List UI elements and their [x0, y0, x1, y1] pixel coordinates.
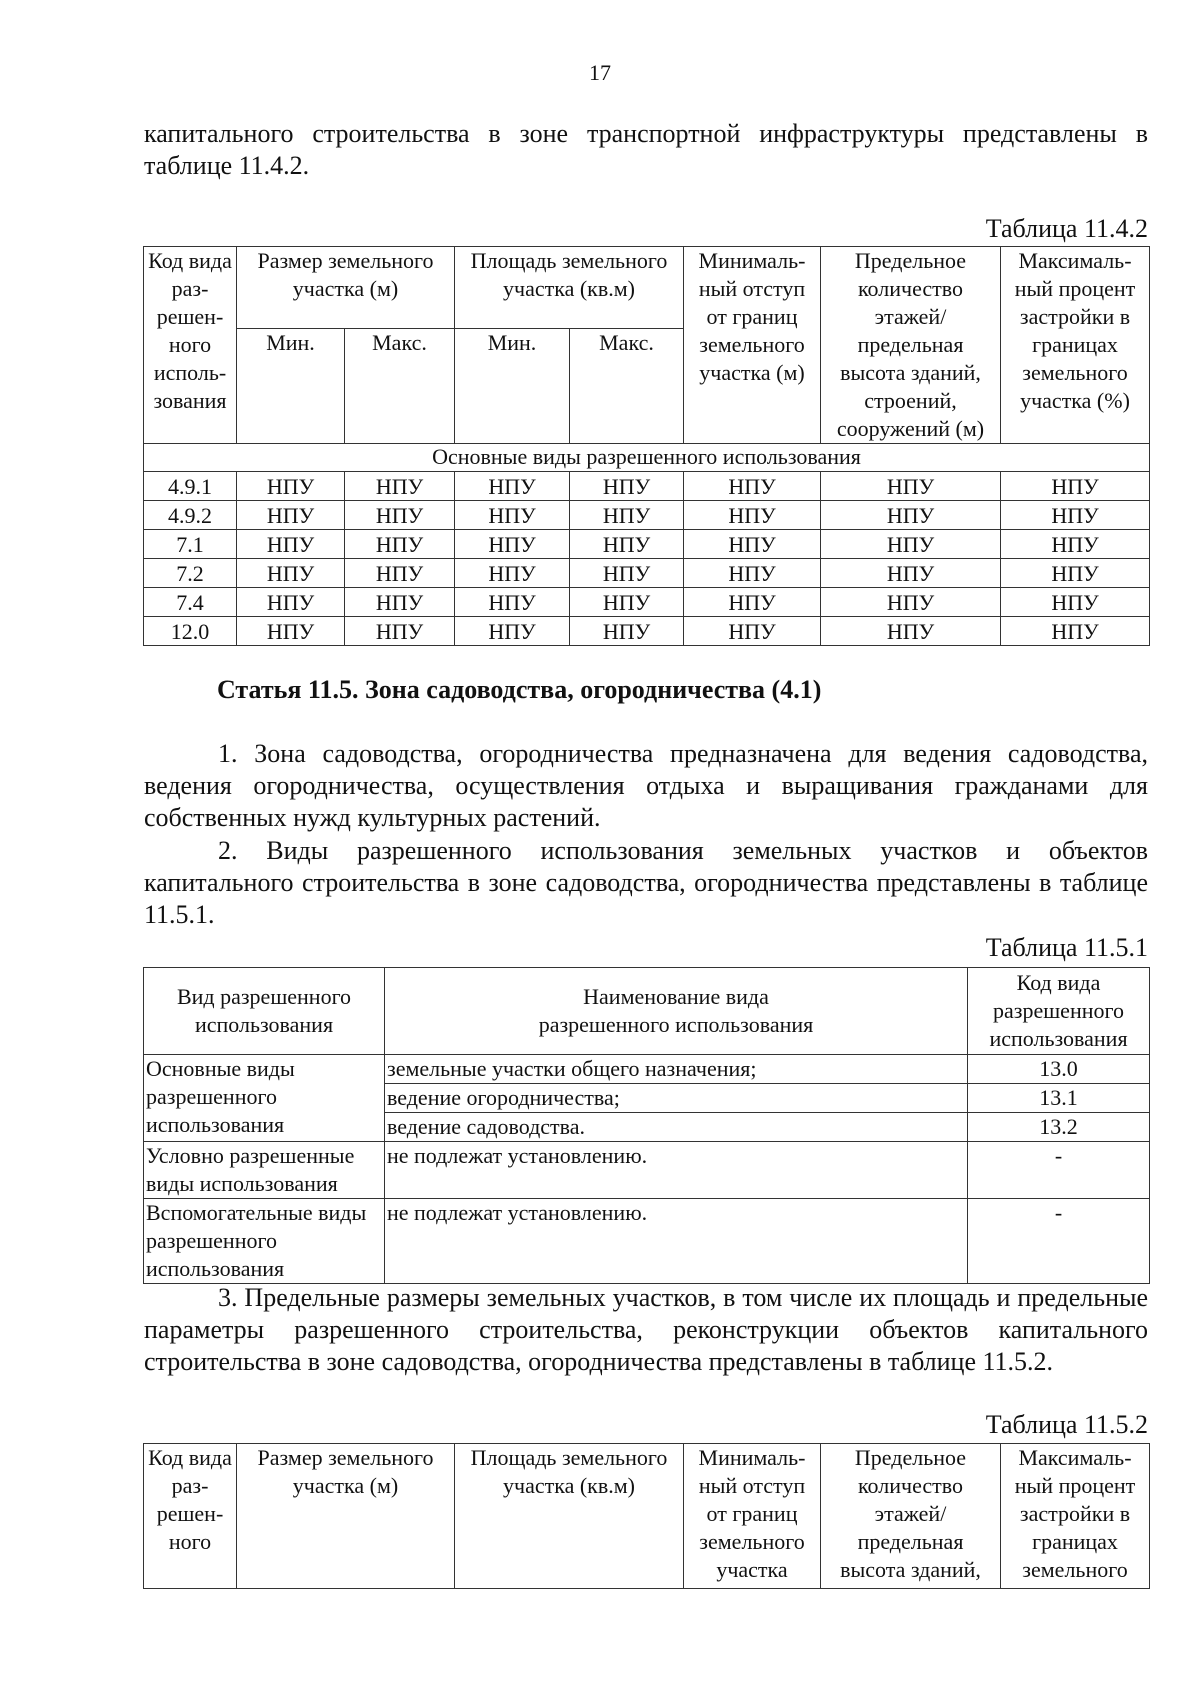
cell: НПУ — [570, 617, 684, 646]
cell: НПУ — [684, 617, 821, 646]
cell: НПУ — [684, 588, 821, 617]
cell: НПУ — [684, 530, 821, 559]
table-row — [144, 501, 1150, 530]
item-name: ведение огородничества; — [385, 1084, 968, 1113]
cell: НПУ — [684, 472, 821, 501]
cell: НПУ — [684, 559, 821, 588]
cell: НПУ — [345, 472, 455, 501]
cell: НПУ — [455, 588, 570, 617]
table-row — [144, 1142, 1150, 1199]
table-caption-11-5-2: Таблица 11.5.2 — [985, 1410, 1148, 1439]
item-code: 13.2 — [968, 1113, 1150, 1142]
paragraph-3: 3. Предельные размеры земельных участков, в том числе их площадь и предельные параметры разрешенного строительства, реконструкции объектов капитального строительства в зоне садоводства, огородничества представлены в таблице 11.5.2. — [144, 1283, 1148, 1376]
cell: НПУ — [345, 501, 455, 530]
item-code: 13.0 — [968, 1055, 1150, 1084]
table-row — [144, 617, 1150, 646]
group-label-auxiliary: Вспомогательные виды разрешенного использования — [144, 1199, 385, 1284]
header-area-min: Мин. — [455, 328, 570, 443]
cell-code: 4.9.1 — [144, 472, 237, 501]
table-row — [144, 530, 1150, 559]
cell: НПУ — [1001, 588, 1150, 617]
cell: НПУ — [821, 559, 1001, 588]
cell: НПУ — [821, 588, 1001, 617]
article-heading: Статья 11.5. Зона садоводства, огородничества (4.1) — [217, 675, 822, 704]
cell-code: 12.0 — [144, 617, 237, 646]
cell: НПУ — [1001, 617, 1150, 646]
table-caption-11-4-2: Таблица 11.4.2 — [985, 214, 1148, 243]
table-row — [144, 472, 1150, 501]
cell: НПУ — [821, 530, 1001, 559]
header-setback: Минималь-ный отступ от границ земельного участка (м) — [684, 247, 821, 444]
item-name: земельные участки общего назначения; — [385, 1055, 968, 1084]
header-coverage: Максималь-ный процент застройки в границах земельного — [1001, 1444, 1150, 1589]
paragraph-2: 2. Виды разрешенного использования земельных участков и объектов капитального строительства в зоне садоводства, огородничества представлены в таблице 11.5.1. — [144, 836, 1148, 929]
header-size: Размер земельного участка (м) — [237, 1444, 455, 1589]
table-11-4-2 — [143, 246, 1150, 646]
cell: НПУ — [455, 530, 570, 559]
cell: НПУ — [570, 530, 684, 559]
cell: НПУ — [237, 617, 345, 646]
item-name: не подлежат установлению. — [385, 1199, 968, 1284]
table-11-5-1 — [143, 967, 1150, 1284]
cell: НПУ — [455, 472, 570, 501]
table-caption-11-5-1: Таблица 11.5.1 — [985, 933, 1148, 962]
cell: НПУ — [237, 530, 345, 559]
group-label-main: Основные виды разрешенного использования — [144, 1055, 385, 1142]
cell-code: 7.2 — [144, 559, 237, 588]
item-name: ведение садоводства. — [385, 1113, 968, 1142]
cell: НПУ — [237, 501, 345, 530]
header-code: Код вида разрешенного использования — [968, 968, 1150, 1055]
cell: НПУ — [1001, 530, 1150, 559]
cell: НПУ — [570, 559, 684, 588]
cell: НПУ — [570, 501, 684, 530]
header-size-max: Макс. — [345, 328, 455, 443]
intro-paragraph: капитального строительства в зоне транспортной инфраструктуры представлены в таблице 11.4.2. — [144, 119, 1148, 180]
header-code: Код вида раз-решен-ного исполь-зования — [144, 247, 237, 444]
cell: НПУ — [237, 559, 345, 588]
cell-code: 7.1 — [144, 530, 237, 559]
table-row — [144, 588, 1150, 617]
cell: НПУ — [455, 501, 570, 530]
cell: НПУ — [821, 472, 1001, 501]
cell: НПУ — [570, 472, 684, 501]
cell: НПУ — [455, 559, 570, 588]
header-size-min: Мин. — [237, 328, 345, 443]
cell: НПУ — [1001, 559, 1150, 588]
header-area: Площадь земельного участка (кв.м) — [455, 247, 684, 329]
item-name: не подлежат установлению. — [385, 1142, 968, 1199]
cell: НПУ — [570, 588, 684, 617]
table-row — [144, 559, 1150, 588]
cell: НПУ — [345, 588, 455, 617]
section-label: Основные виды разрешенного использования — [144, 444, 1150, 472]
cell: НПУ — [237, 472, 345, 501]
table-11-5-2 — [143, 1443, 1150, 1589]
header-area: Площадь земельного участка (кв.м) — [455, 1444, 684, 1589]
item-code: - — [968, 1199, 1150, 1284]
header-size: Размер земельного участка (м) — [237, 247, 455, 329]
header-type: Вид разрешенного использования — [144, 968, 385, 1055]
header-area-max: Макс. — [570, 328, 684, 443]
paragraph-1: 1. Зона садоводства, огородничества предназначена для ведения садоводства, ведения огородничества, осуществления отдыха и выращивания гражданами для собственных нужд культурных растений. — [144, 739, 1148, 832]
page-number: 17 — [589, 60, 611, 85]
header-code: Код вида раз-решен-ного — [144, 1444, 237, 1589]
item-code: 13.1 — [968, 1084, 1150, 1113]
table-row — [144, 1199, 1150, 1284]
table-row — [144, 1055, 1150, 1084]
cell: НПУ — [821, 617, 1001, 646]
item-code: - — [968, 1142, 1150, 1199]
header-setback: Минималь-ный отступ от границ земельного участка — [684, 1444, 821, 1589]
cell: НПУ — [237, 588, 345, 617]
cell: НПУ — [345, 559, 455, 588]
header-floors: Предельное количество этажей/ предельная высота зданий, — [821, 1444, 1001, 1589]
cell: НПУ — [345, 617, 455, 646]
cell-code: 7.4 — [144, 588, 237, 617]
cell: НПУ — [345, 530, 455, 559]
header-name: Наименование вида разрешенного использования — [385, 968, 968, 1055]
cell: НПУ — [1001, 501, 1150, 530]
cell: НПУ — [1001, 472, 1150, 501]
cell: НПУ — [455, 617, 570, 646]
group-label-conditional: Условно разрешенные виды использования — [144, 1142, 385, 1199]
header-floors: Предельное количество этажей/ предельная высота зданий, строений, сооружений (м) — [821, 247, 1001, 444]
cell-code: 4.9.2 — [144, 501, 237, 530]
cell: НПУ — [821, 501, 1001, 530]
header-coverage: Максималь-ный процент застройки в границах земельного участка (%) — [1001, 247, 1150, 444]
cell: НПУ — [684, 501, 821, 530]
